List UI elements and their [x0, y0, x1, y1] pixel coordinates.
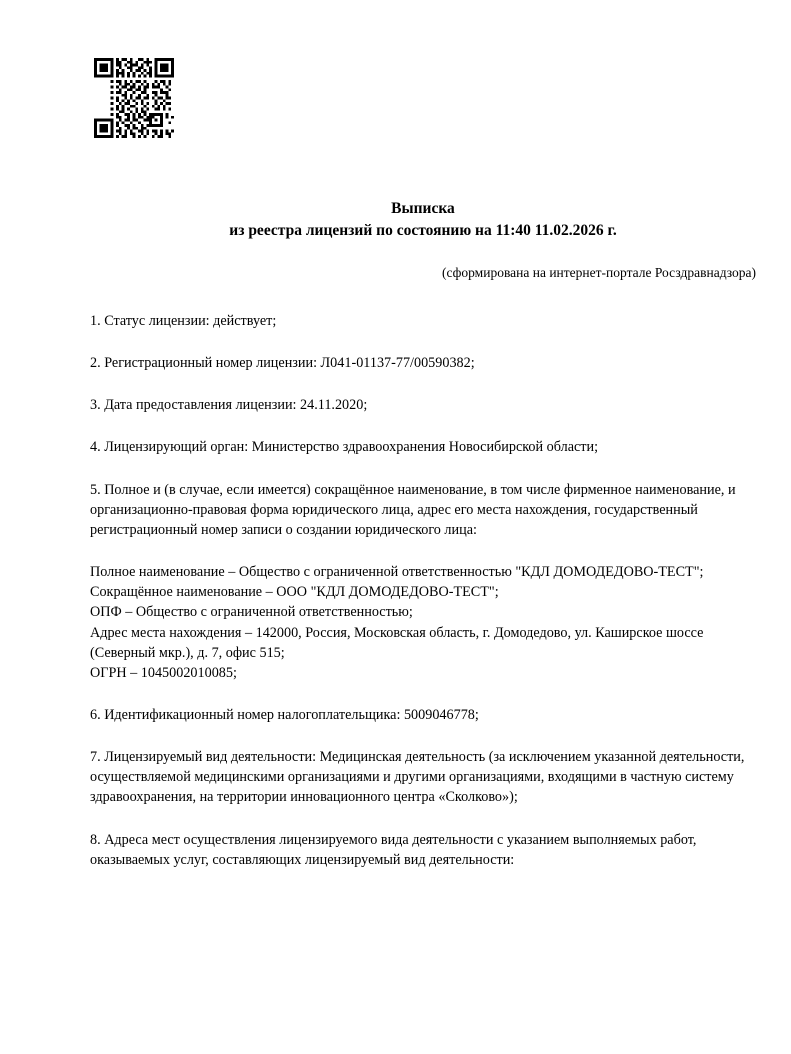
- qr-code-block: [94, 58, 174, 154]
- clause-3-issue-date: 3. Дата предоставления лицензии: 24.11.2020;: [90, 397, 368, 414]
- page-subtitle: (сформирована на интернет-портале Росздравнадзора): [441, 264, 756, 280]
- page-title-line-2: из реестра лицензий по состоянию на 11:40 11.02.2026 г.: [229, 222, 617, 240]
- clause-2-registration-number: 2. Регистрационный номер лицензии: Л041-01137-77/00590382;: [90, 355, 475, 372]
- clause-5-entity-names: 5. Полное и (в случае, если имеется) сокращённое наименование, в том числе фирменное наименование, и организационно-правовая форма юридического лица, адрес его места нахождения, государственный регистрационный номер записи о создании юридического лица:: [90, 481, 736, 538]
- clause-1-status: 1. Статус лицензии: действует;: [90, 312, 277, 329]
- page-title-line-1: Выписка: [391, 200, 455, 217]
- clause-7-activity-type: 7. Лицензируемый вид деятельности: Медицинская деятельность (за исключением указанной деятельности, осуществляемой медицинскими организациями и другими организациями, входящими в частную систему здравоохранения, на территории инновационного центра «Сколково»);: [90, 749, 745, 806]
- clause-6-inn: 6. Идентификационный номер налогоплательщика: 5009046778;: [90, 706, 479, 723]
- document-content: [90, 198, 756, 870]
- entity-short-name: Сокращённое наименование – ООО "КДЛ ДОМОДЕДОВО-ТЕСТ";: [90, 584, 499, 601]
- page-title: [90, 198, 756, 243]
- document-body: [90, 311, 756, 870]
- entity-address: Адрес места нахождения – 142000, Россия, Московская область, г. Домодедово, ул. Каширское шоссе (Северный мкр.), д. 7, офис 515;: [90, 624, 704, 661]
- qr-code-icon: [94, 58, 174, 138]
- clause-8-activity-addresses: 8. Адреса мест осуществления лицензируемого вида деятельности с указанием выполняемых работ, оказываемых услуг, составляющих лицензируемый вид деятельности:: [90, 831, 697, 868]
- entity-details: [90, 562, 756, 683]
- entity-legal-form: ОПФ – Общество с ограниченной ответственностью;: [90, 604, 413, 621]
- entity-full-name: Полное наименование – Общество с ограниченной ответственностью "КДЛ ДОМОДЕДОВО-ТЕСТ";: [90, 564, 704, 581]
- clause-4-licensing-authority: 4. Лицензирующий орган: Министерство здравоохранения Новосибирской области;: [90, 439, 599, 456]
- entity-ogrn: ОГРН – 1045002010085;: [90, 664, 237, 681]
